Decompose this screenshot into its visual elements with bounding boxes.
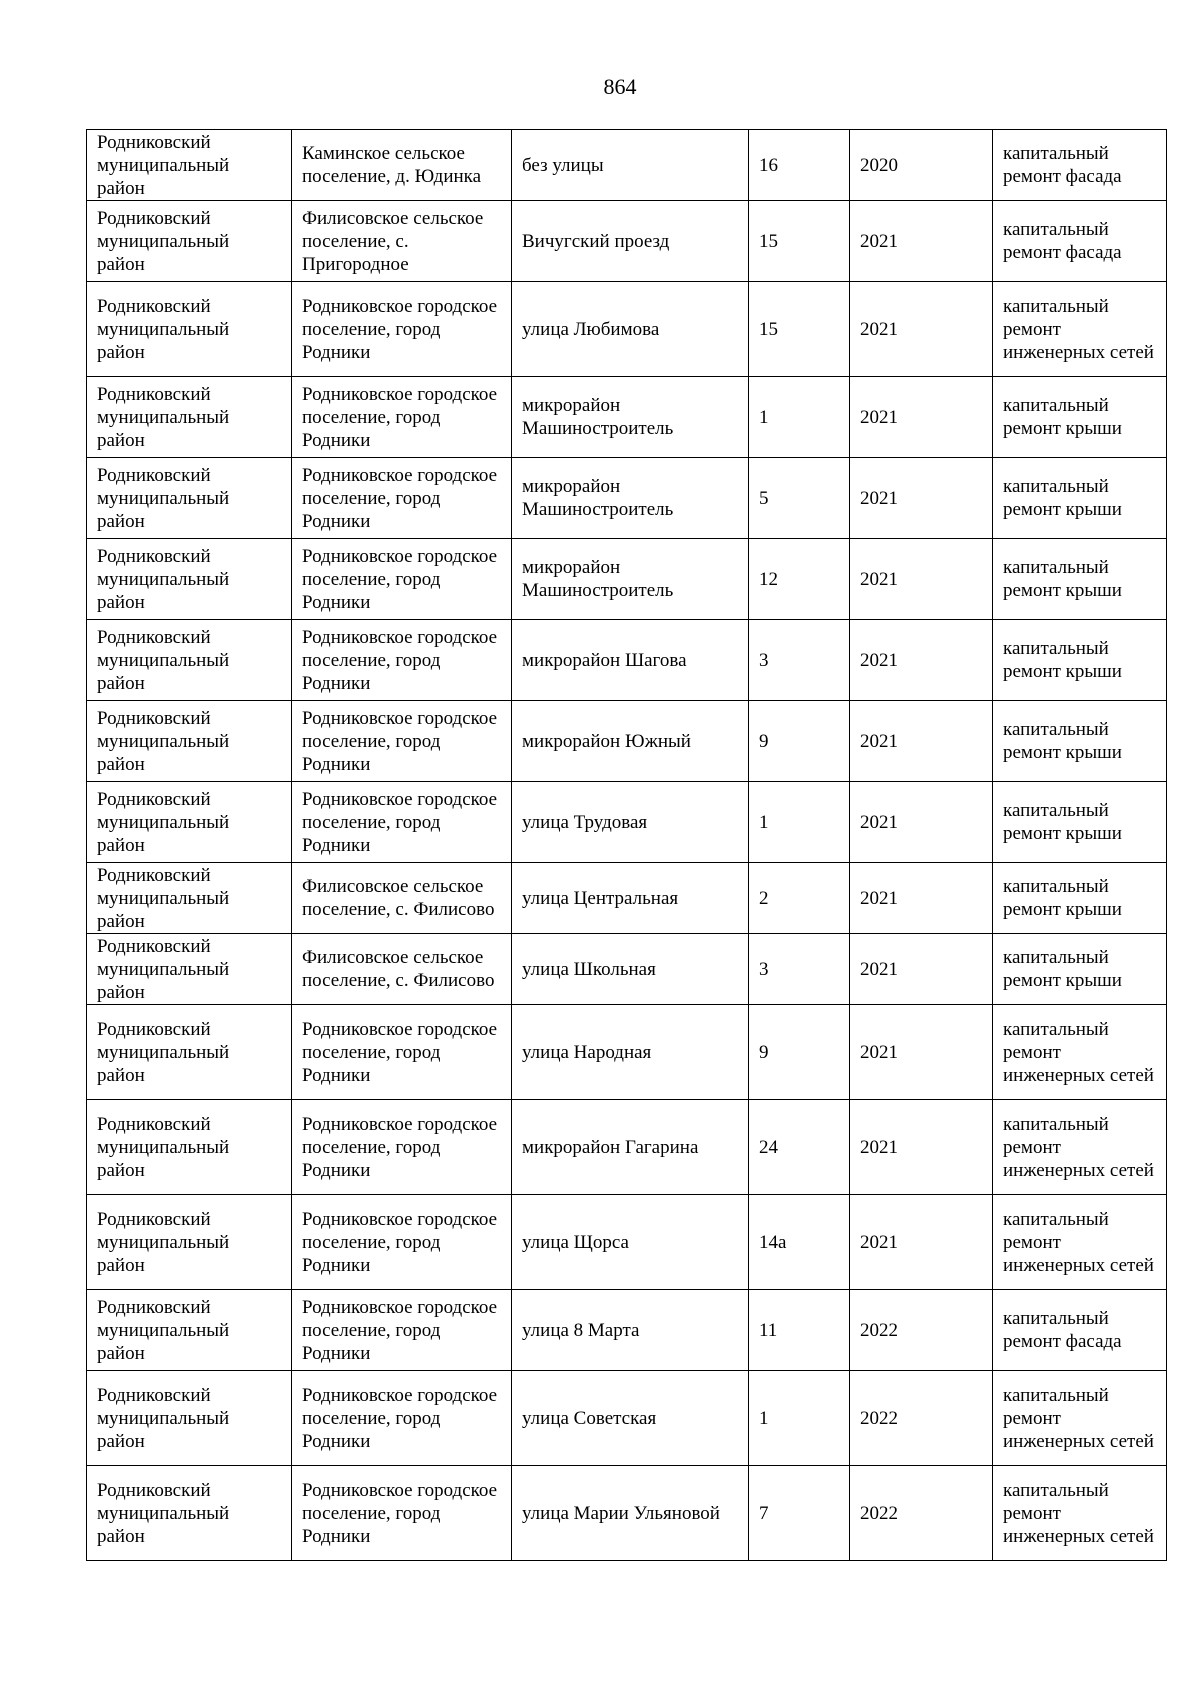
work-type-cell: капитальный ремонт крыши (993, 539, 1167, 620)
house-number-cell: 1 (749, 377, 850, 458)
settlement-cell: Родниковское городское поселение, город Родники (292, 620, 512, 701)
work-type-cell: капитальный ремонт фасада (993, 1290, 1167, 1371)
work-type-cell: капитальный ремонт крыши (993, 377, 1167, 458)
table-row (87, 1371, 1167, 1466)
work-type-cell: капитальный ремонт инженерных сетей (993, 1371, 1167, 1466)
table-row (87, 1100, 1167, 1195)
work-type-cell: капитальный ремонт крыши (993, 458, 1167, 539)
district-cell: Родниковский муниципальный район (87, 782, 292, 863)
district-cell: Родниковский муниципальный район (87, 1290, 292, 1371)
settlement-cell: Филисовское сельское поселение, с. Филисово (292, 934, 512, 1005)
year-cell: 2021 (850, 377, 993, 458)
year-cell: 2021 (850, 1005, 993, 1100)
house-number-cell: 1 (749, 1371, 850, 1466)
settlement-cell: Каминское сельское поселение, д. Юдинка (292, 130, 512, 201)
settlement-cell: Родниковское городское поселение, город Родники (292, 1005, 512, 1100)
year-cell: 2021 (850, 934, 993, 1005)
house-number-cell: 7 (749, 1466, 850, 1561)
work-type-cell: капитальный ремонт инженерных сетей (993, 1100, 1167, 1195)
settlement-cell: Родниковское городское поселение, город Родники (292, 1290, 512, 1371)
district-cell: Родниковский муниципальный район (87, 1466, 292, 1561)
work-type-cell: капитальный ремонт крыши (993, 863, 1167, 934)
settlement-cell: Филисовское сельское поселение, с. Филисово (292, 863, 512, 934)
table-row (87, 130, 1167, 201)
work-type-cell: капитальный ремонт фасада (993, 201, 1167, 282)
table-row (87, 620, 1167, 701)
street-cell: улица 8 Марта (512, 1290, 749, 1371)
table-row (87, 1005, 1167, 1100)
year-cell: 2022 (850, 1371, 993, 1466)
table-row (87, 701, 1167, 782)
district-cell: Родниковский муниципальный район (87, 458, 292, 539)
house-number-cell: 15 (749, 201, 850, 282)
street-cell: микрорайон Машиностроитель (512, 539, 749, 620)
house-number-cell: 9 (749, 1005, 850, 1100)
work-type-cell: капитальный ремонт инженерных сетей (993, 1195, 1167, 1290)
table-row (87, 377, 1167, 458)
district-cell: Родниковский муниципальный район (87, 539, 292, 620)
work-type-cell: капитальный ремонт крыши (993, 620, 1167, 701)
table-row (87, 1290, 1167, 1371)
year-cell: 2021 (850, 1100, 993, 1195)
settlement-cell: Родниковское городское поселение, город Родники (292, 282, 512, 377)
street-cell: микрорайон Машиностроитель (512, 458, 749, 539)
street-cell: микрорайон Шагова (512, 620, 749, 701)
table-row (87, 282, 1167, 377)
house-number-cell: 3 (749, 620, 850, 701)
district-cell: Родниковский муниципальный район (87, 934, 292, 1005)
table-row (87, 1466, 1167, 1561)
street-cell: улица Щорса (512, 1195, 749, 1290)
year-cell: 2021 (850, 620, 993, 701)
table-row (87, 539, 1167, 620)
district-cell: Родниковский муниципальный район (87, 701, 292, 782)
work-type-cell: капитальный ремонт инженерных сетей (993, 1005, 1167, 1100)
street-cell: микрорайон Гагарина (512, 1100, 749, 1195)
settlement-cell: Филисовское сельское поселение, с. Пригородное (292, 201, 512, 282)
settlement-cell: Родниковское городское поселение, город Родники (292, 701, 512, 782)
year-cell: 2021 (850, 539, 993, 620)
district-cell: Родниковский муниципальный район (87, 1100, 292, 1195)
settlement-cell: Родниковское городское поселение, город Родники (292, 539, 512, 620)
year-cell: 2021 (850, 1195, 993, 1290)
district-cell: Родниковский муниципальный район (87, 1371, 292, 1466)
street-cell: микрорайон Южный (512, 701, 749, 782)
table-row (87, 201, 1167, 282)
page-number: 864 (603, 74, 637, 99)
year-cell: 2021 (850, 201, 993, 282)
street-cell: улица Советская (512, 1371, 749, 1466)
street-cell: улица Трудовая (512, 782, 749, 863)
settlement-cell: Родниковское городское поселение, город Родники (292, 1466, 512, 1561)
table-row (87, 458, 1167, 539)
house-number-cell: 14а (749, 1195, 850, 1290)
work-type-cell: капитальный ремонт инженерных сетей (993, 282, 1167, 377)
year-cell: 2021 (850, 458, 993, 539)
work-type-cell: капитальный ремонт крыши (993, 934, 1167, 1005)
street-cell: улица Любимова (512, 282, 749, 377)
house-number-cell: 15 (749, 282, 850, 377)
district-cell: Родниковский муниципальный район (87, 620, 292, 701)
district-cell: Родниковский муниципальный район (87, 863, 292, 934)
table-row (87, 934, 1167, 1005)
district-cell: Родниковский муниципальный район (87, 377, 292, 458)
table-body (87, 130, 1167, 1561)
year-cell: 2022 (850, 1466, 993, 1561)
street-cell: микрорайон Машиностроитель (512, 377, 749, 458)
year-cell: 2022 (850, 1290, 993, 1371)
settlement-cell: Родниковское городское поселение, город Родники (292, 782, 512, 863)
street-cell: без улицы (512, 130, 749, 201)
year-cell: 2021 (850, 282, 993, 377)
year-cell: 2021 (850, 701, 993, 782)
year-cell: 2021 (850, 863, 993, 934)
street-cell: улица Центральная (512, 863, 749, 934)
house-number-cell: 12 (749, 539, 850, 620)
street-cell: Вичугский проезд (512, 201, 749, 282)
street-cell: улица Школьная (512, 934, 749, 1005)
settlement-cell: Родниковское городское поселение, город Родники (292, 1100, 512, 1195)
house-number-cell: 2 (749, 863, 850, 934)
street-cell: улица Народная (512, 1005, 749, 1100)
work-type-cell: капитальный ремонт крыши (993, 701, 1167, 782)
district-cell: Родниковский муниципальный район (87, 130, 292, 201)
house-number-cell: 5 (749, 458, 850, 539)
district-cell: Родниковский муниципальный район (87, 282, 292, 377)
district-cell: Родниковский муниципальный район (87, 201, 292, 282)
work-type-cell: капитальный ремонт крыши (993, 782, 1167, 863)
work-type-cell: капитальный ремонт инженерных сетей (993, 1466, 1167, 1561)
settlement-cell: Родниковское городское поселение, город Родники (292, 377, 512, 458)
table-row (87, 782, 1167, 863)
table-row (87, 1195, 1167, 1290)
settlement-cell: Родниковское городское поселение, город Родники (292, 1195, 512, 1290)
house-number-cell: 3 (749, 934, 850, 1005)
district-cell: Родниковский муниципальный район (87, 1195, 292, 1290)
street-cell: улица Марии Ульяновой (512, 1466, 749, 1561)
year-cell: 2021 (850, 782, 993, 863)
house-number-cell: 16 (749, 130, 850, 201)
house-number-cell: 24 (749, 1100, 850, 1195)
settlement-cell: Родниковское городское поселение, город Родники (292, 1371, 512, 1466)
district-cell: Родниковский муниципальный район (87, 1005, 292, 1100)
table-row (87, 863, 1167, 934)
buildings-table (86, 129, 1167, 1561)
house-number-cell: 11 (749, 1290, 850, 1371)
settlement-cell: Родниковское городское поселение, город Родники (292, 458, 512, 539)
house-number-cell: 1 (749, 782, 850, 863)
work-type-cell: капитальный ремонт фасада (993, 130, 1167, 201)
house-number-cell: 9 (749, 701, 850, 782)
year-cell: 2020 (850, 130, 993, 201)
